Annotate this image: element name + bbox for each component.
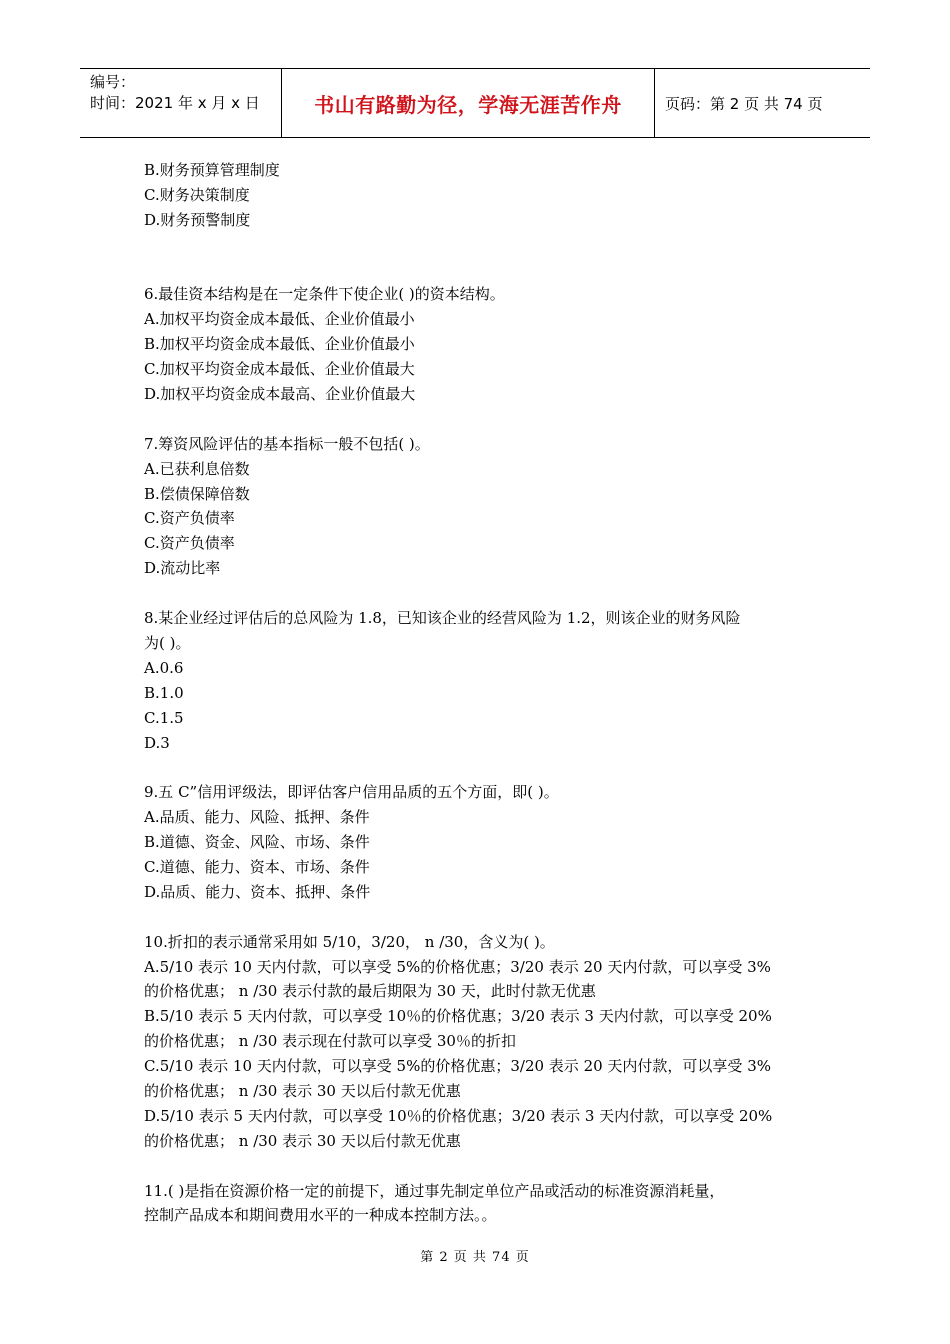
option-line: C.资产负债率	[144, 509, 235, 528]
question-10: 10.折扣的表示通常采用如 5/10，3/20， n /30，含义为( )。	[144, 932, 555, 951]
question-9: 9.五 C”信用评级法，即评估客户信用品质的五个方面，即( )。	[144, 783, 559, 802]
option-line: 的价格优惠； n /30 表示 30 天以后付款无优惠	[144, 1081, 461, 1100]
option-line: A.加权平均资金成本最低、企业价值最小	[144, 310, 415, 329]
option-line: B.财务预算管理制度	[144, 161, 280, 179]
document-body	[144, 158, 814, 1228]
option-line: 的价格优惠； n /30 表示 30 天以后付款无优惠	[144, 1131, 461, 1150]
question-8: 8.某企业经过评估后的总风险为 1.8，已知该企业的经营风险为 1.2，则该企业的财务风险	[144, 609, 741, 628]
option-line: 的价格优惠； n /30 表示付款的最后期限为 30 天，此时付款无优惠	[144, 982, 596, 1001]
option-line: C.资产负债率	[144, 534, 235, 553]
option-line: D.3	[144, 733, 170, 752]
question-7: 7.筹资风险评估的基本指标一般不包括( )。	[144, 434, 430, 453]
option-line: C.1.5	[144, 708, 184, 727]
option-line: C.财务决策制度	[144, 185, 250, 204]
option-line: A.已获利息倍数	[144, 459, 250, 478]
header-motto: 书山有路勤为径，学海无涯苦作舟	[281, 69, 655, 137]
option-line: B.加权平均资金成本最低、企业价值最小	[144, 335, 415, 354]
time-label: 时间：2021 年 x 月 x 日	[90, 94, 260, 112]
header-page-label: 页码：第 2 页 共 74 页	[665, 94, 823, 113]
option-line: C.道德、能力、资本、市场、条件	[144, 857, 370, 876]
option-line: B.道德、资金、风险、市场、条件	[144, 833, 370, 852]
option-line: A.0.6	[144, 658, 184, 677]
option-line: C.5/10 表示 10 天内付款，可以享受 5%的价格优惠；3/20 表示 20 天内付款，可以享受 3%	[144, 1057, 771, 1076]
option-line: D.加权平均资金成本最高、企业价值最大	[144, 385, 416, 404]
option-line: C.加权平均资金成本最低、企业价值最大	[144, 360, 415, 379]
number-label: 编号：	[90, 73, 136, 91]
question-6: 6.最佳资本结构是在一定条件下使企业( )的资本结构。	[144, 285, 505, 304]
option-line: A.品质、能力、风险、抵押、条件	[144, 808, 370, 827]
option-line: D.流动比率	[144, 559, 221, 578]
question-11-cont: 控制产品成本和期间费用水平的一种成本控制方法。。	[144, 1206, 497, 1225]
question-8-cont: 为( )。	[144, 633, 191, 652]
option-line: 的价格优惠； n /30 表示现在付款可以享受 30％的折扣	[144, 1032, 516, 1051]
question-11: 11.( )是指在资源价格一定的前提下，通过事先制定单位产品或活动的标准资源消耗量，	[144, 1181, 725, 1200]
option-line: D.品质、能力、资本、抵押、条件	[144, 882, 371, 901]
option-line: D.5/10 表示 5 天内付款，可以享受 10％的价格优惠；3/20 表示 3 天内付款，可以享受 20%	[144, 1106, 773, 1125]
option-line: D.财务预警制度	[144, 210, 251, 229]
header-info	[80, 69, 281, 137]
option-line: A.5/10 表示 10 天内付款，可以享受 5%的价格优惠；3/20 表示 20 天内付款，可以享受 3%	[144, 957, 771, 976]
option-line: B.偿债保障倍数	[144, 484, 250, 503]
option-line: B.1.0	[144, 683, 184, 702]
option-line: B.5/10 表示 5 天内付款，可以享受 10％的价格优惠；3/20 表示 3 天内付款，可以享受 20%	[144, 1007, 772, 1026]
page-header	[80, 68, 870, 138]
page-footer: 第 2 页 共 74 页	[420, 1250, 530, 1265]
